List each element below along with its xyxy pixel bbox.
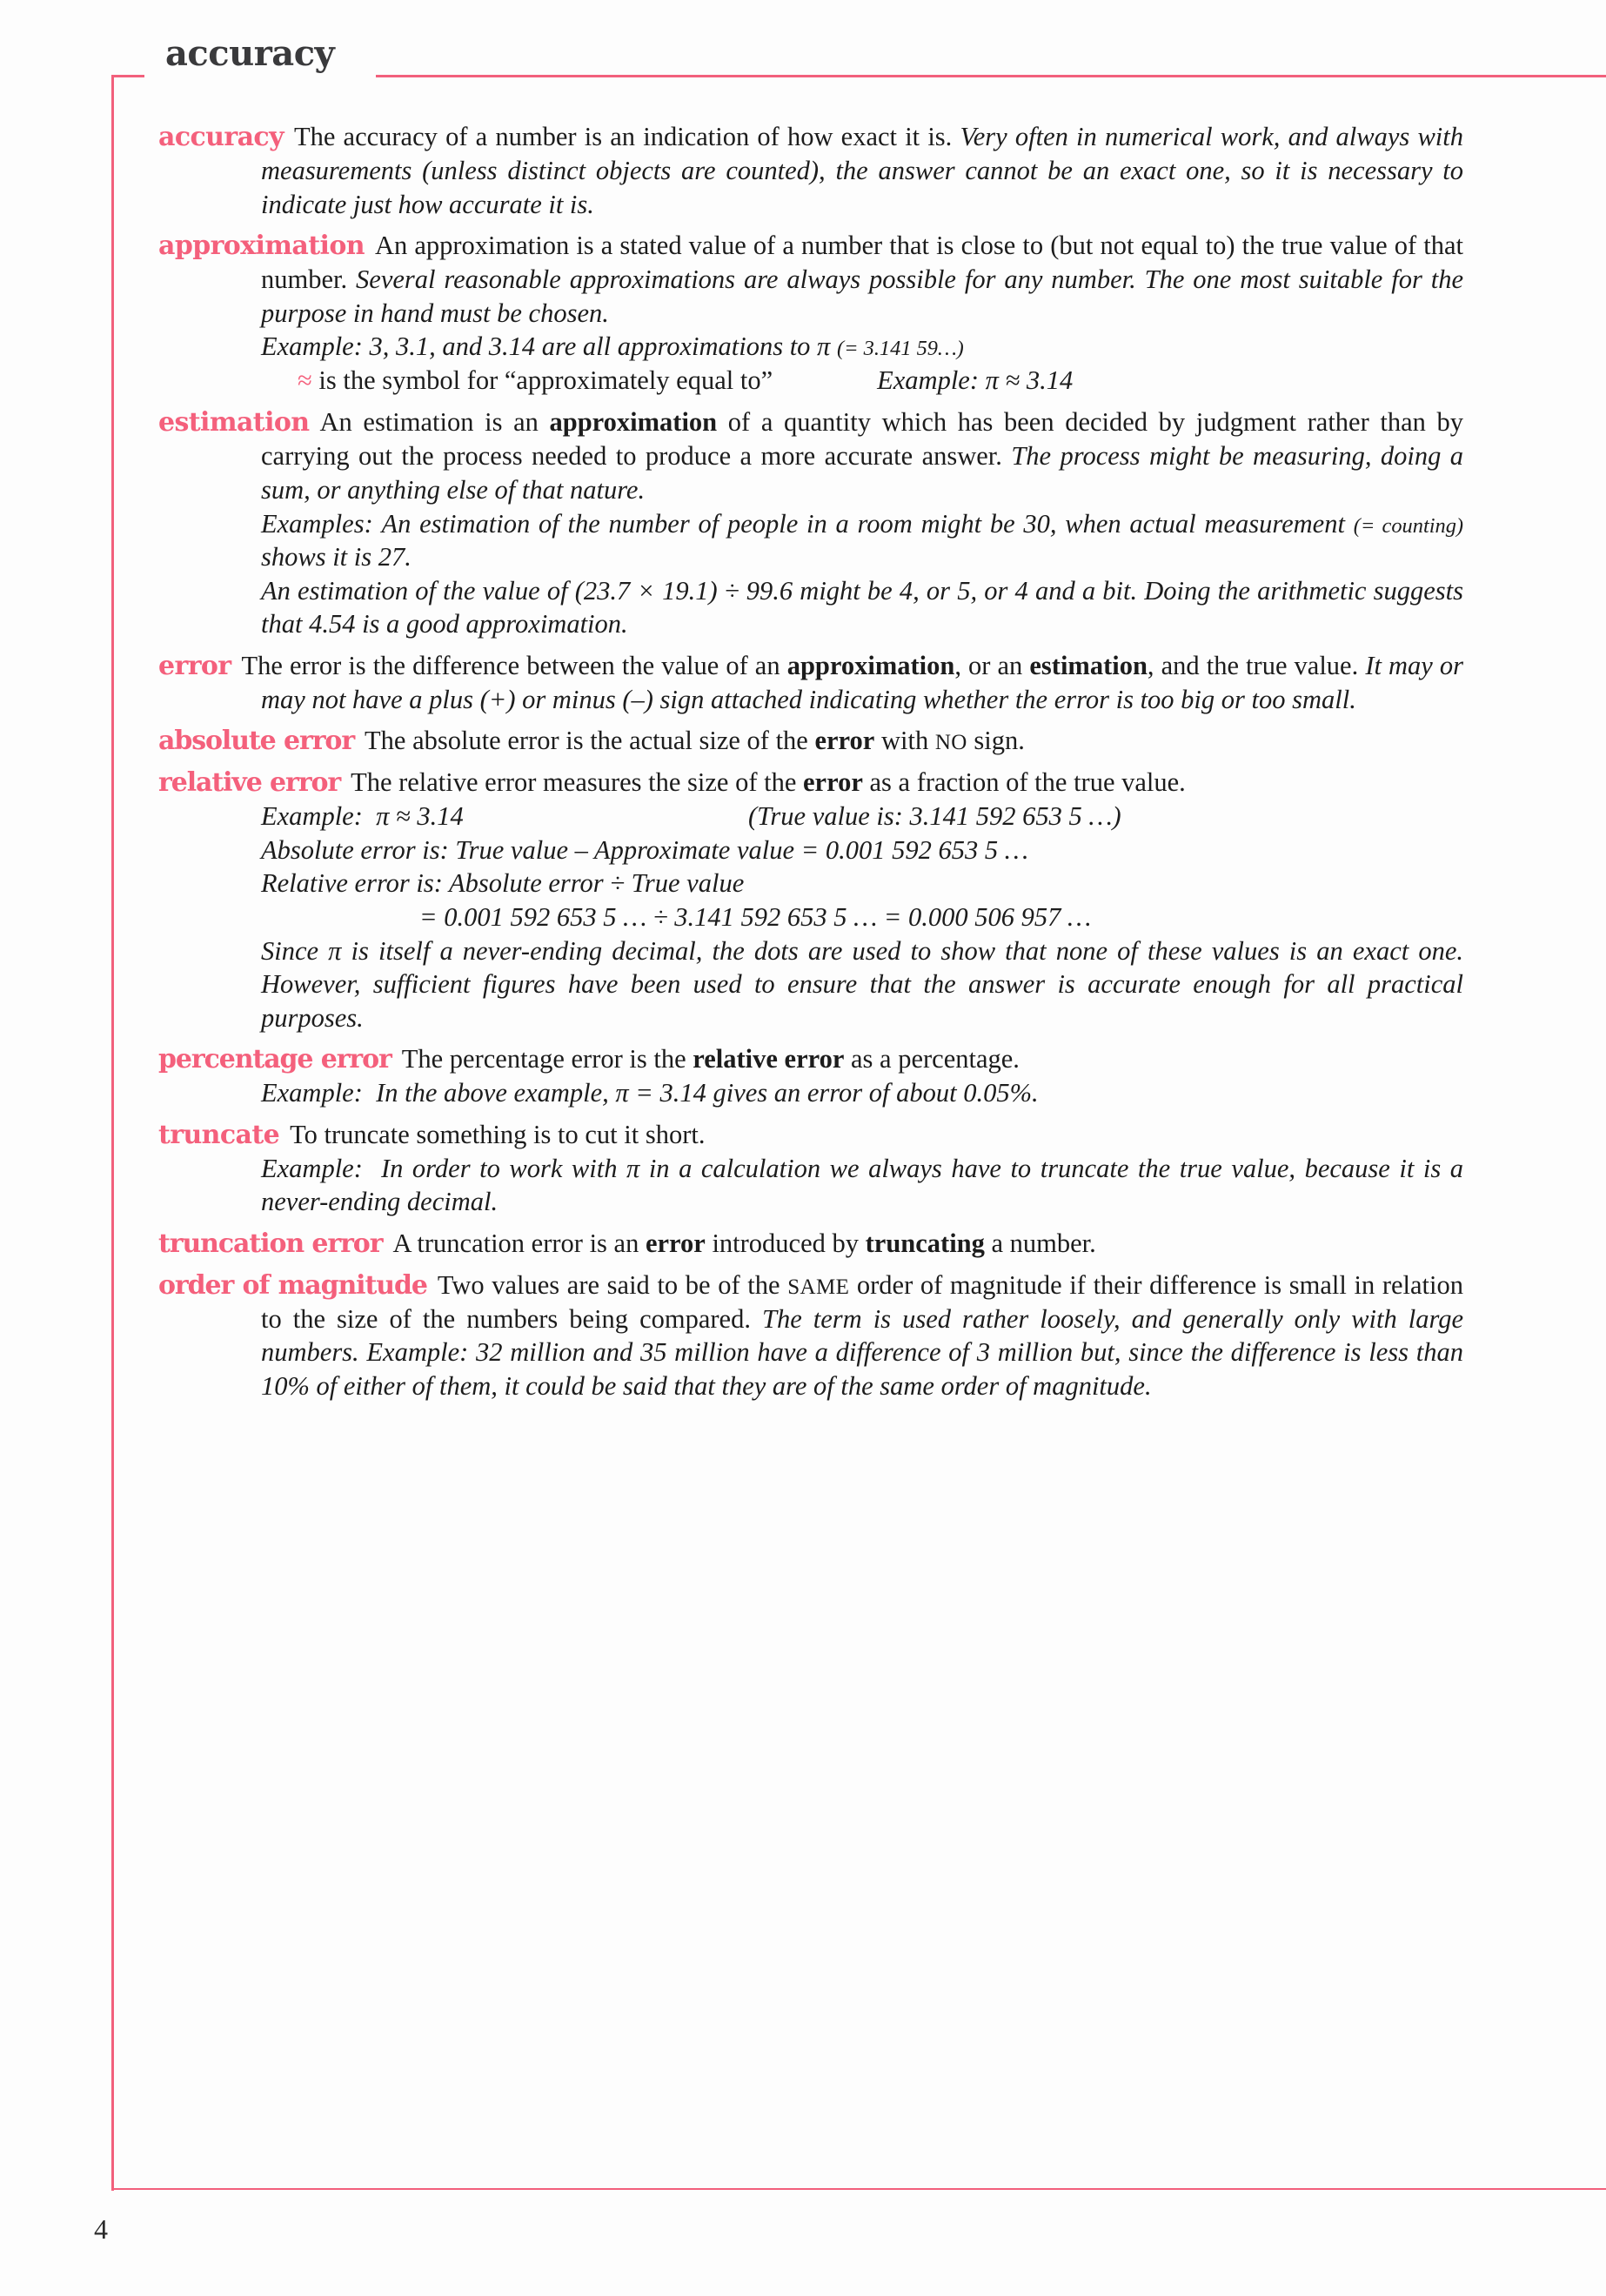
entry-order-of-magnitude xyxy=(158,1268,1463,1403)
symbol-description: is the symbol for “approximately equal to” xyxy=(318,365,773,395)
estimation-italic: The process might be measuring, doing a sum, or anything else of that nature. xyxy=(261,441,1463,505)
examples-label: Examples: xyxy=(261,508,373,539)
headword-accuracy: accuracy xyxy=(158,122,284,152)
headword-truncation-error: truncation error xyxy=(158,1228,383,1259)
headword-order-of-magnitude: order of magnitude xyxy=(158,1269,427,1301)
estimation-seg-2: of a quantity which has been decided by judgment rather than by carrying out the process needed to produce a more accurate answer. xyxy=(261,407,1464,472)
entry-order-of-magnitude-body xyxy=(158,1268,1463,1403)
relative-error-seg-1: The relative error measures the size of the xyxy=(351,767,797,798)
order-of-magnitude-italic: The term is used rather loosely, and generally only with large numbers. Example: 32 million and 35 million have a difference of 3 million but, since the difference is less than 10% of either of them, it could be said that they are of the same order of magnitude. xyxy=(261,1303,1463,1401)
order-of-magnitude-seg-2: order of magnitude if their difference is small in relation to the size of the numbers being compared. xyxy=(261,1269,1464,1334)
relative-error-formula: Relative error is: Absolute error ÷ True value xyxy=(261,868,745,899)
relative-example-pi: π xyxy=(376,801,390,832)
error-bold-approximation: approximation xyxy=(786,650,955,680)
truncate-example-label: Example: xyxy=(261,1153,363,1183)
relative-error-example-left xyxy=(261,800,748,833)
absolute-error-calculation: Absolute error is: True value – Approximate value = 0.001 592 653 5 … xyxy=(261,834,1028,865)
error-seg-3: , and the true value. xyxy=(1147,650,1359,680)
relative-error-bold-error: error xyxy=(803,767,863,798)
entry-percentage-error-body xyxy=(158,1042,1463,1076)
approx-symbol-line xyxy=(158,364,1463,398)
truncation-error-bold-truncating: truncating xyxy=(865,1228,985,1258)
relative-example-approx: ≈ xyxy=(396,801,411,832)
approximation-italic: Several reasonable approximations are always possible for any number. The one most suitable for the purpose in hand must be chosen. xyxy=(261,264,1463,328)
headword-error: error xyxy=(158,650,231,681)
error-seg-2: , or an xyxy=(954,650,1023,680)
absolute-error-seg-1: The absolute error is the actual size of the xyxy=(365,726,808,756)
entry-approximation xyxy=(158,229,1463,398)
headword-approximation: approximation xyxy=(158,231,365,262)
entry-absolute-error-body xyxy=(158,724,1463,758)
entry-estimation xyxy=(158,405,1463,640)
truncation-error-seg-2: introduced by xyxy=(712,1228,859,1258)
headword-relative-error: relative error xyxy=(158,767,341,799)
entry-relative-error xyxy=(158,766,1463,1034)
percentage-error-bold-relative-error: relative error xyxy=(693,1044,845,1074)
headword-estimation: estimation xyxy=(158,407,310,438)
percentage-error-example xyxy=(158,1076,1463,1110)
accuracy-roman: The accuracy of a number is an indication of how exact it is. xyxy=(293,122,953,151)
relative-error-seg-2: as a fraction of the true value. xyxy=(869,767,1186,798)
footer-rule xyxy=(111,2188,1606,2190)
symbol-example-approx: ≈ xyxy=(1005,365,1020,395)
estimation-examples-a xyxy=(158,507,1463,574)
entry-accuracy xyxy=(158,120,1463,221)
approximately-equal-icon: ≈ xyxy=(298,365,312,395)
example-text: 3, 3.1, and 3.14 are all approximations to xyxy=(369,331,811,362)
example-a-paren: (= counting) xyxy=(1353,513,1464,538)
percentage-error-seg-2: as a percentage. xyxy=(851,1044,1020,1074)
approximation-roman: An approximation is a stated value of a number that is close to (but not equal to) the true value of that number. xyxy=(261,231,1463,295)
error-bold-estimation: estimation xyxy=(1029,650,1148,680)
percentage-example-label: Example: xyxy=(261,1078,363,1108)
relative-error-closing-note: Since π is itself a never-ending decimal, the dots are used to show that none of these values is an exact one. However, sufficient figures have been used to ensure that the answer is accurate enough for all practical purposes. xyxy=(261,935,1463,1033)
symbol-example-label: Example: xyxy=(877,365,979,395)
pi-value-paren: (= 3.141 59…) xyxy=(836,337,964,361)
entry-truncation-error xyxy=(158,1227,1463,1261)
estimation-bold-approximation: approximation xyxy=(549,407,718,438)
error-italic: It may or may not have a plus (+) or minus (–) sign attached indicating whether the error is too big or too small. xyxy=(261,650,1464,714)
entry-truncate-body xyxy=(158,1118,1463,1152)
symbol-example-value: 3.14 xyxy=(1026,365,1074,395)
absolute-error-seg-2: with xyxy=(880,726,929,756)
pi-symbol: π xyxy=(817,331,831,362)
order-of-magnitude-seg-1: Two values are said to be of the xyxy=(437,1269,780,1300)
left-margin-rule xyxy=(111,75,114,2189)
entry-column xyxy=(158,120,1463,1410)
absolute-error-bold-error: error xyxy=(814,726,875,756)
truncation-error-bold-error: error xyxy=(645,1228,706,1258)
entry-truncate xyxy=(158,1118,1463,1219)
approximation-example-line xyxy=(158,330,1463,364)
absolute-error-smallcaps-no: NO xyxy=(934,731,967,755)
entry-error-body xyxy=(158,649,1463,717)
estimation-seg-1: An estimation is an xyxy=(319,407,539,438)
page-number: 4 xyxy=(94,2213,108,2245)
running-head: accuracy xyxy=(165,33,335,74)
example-a-part1: An estimation of the number of people in a room might be 30, when actual measurement xyxy=(381,508,1345,539)
header-rule xyxy=(376,75,1606,77)
truncate-example-text: In order to work with π in a calculation we always have to truncate the true value, because it is a never-ending decimal. xyxy=(261,1153,1463,1217)
truncate-example xyxy=(158,1152,1463,1219)
truncate-seg-1: To truncate something is to cut it short. xyxy=(290,1119,706,1149)
estimation-examples-b: An estimation of the value of (23.7 × 19.1) ÷ 99.6 might be 4, or 5, or 4 and a bit. Doing the arithmetic suggests that 4.54 is a good approximation. xyxy=(261,575,1463,639)
entry-error xyxy=(158,649,1463,717)
relative-example-label: Example: xyxy=(261,801,363,832)
entry-relative-error-body xyxy=(158,766,1463,800)
relative-error-calculation: = 0.001 592 653 5 … ÷ 3.141 592 653 5 … = 0.000 506 957 … xyxy=(419,901,1092,932)
accuracy-italic: Very often in numerical work, and always with measurements (unless distinct objects are counted), the answer cannot be an exact one, so it is necessary to indicate just how accurate it is. xyxy=(261,122,1463,219)
relative-example-value: 3.14 xyxy=(417,801,464,832)
percentage-example-text: In the above example, π = 3.14 gives an error of about 0.05%. xyxy=(376,1078,1039,1108)
headword-absolute-error: absolute error xyxy=(158,726,355,757)
symbol-example-pi: π xyxy=(985,365,999,395)
example-a-part2: shows it is 27. xyxy=(261,542,412,572)
entry-accuracy-body xyxy=(158,120,1463,221)
headword-percentage-error: percentage error xyxy=(158,1044,391,1075)
entry-absolute-error xyxy=(158,724,1463,758)
absolute-error-seg-3: sign. xyxy=(974,726,1025,756)
entry-approximation-body xyxy=(158,229,1463,330)
truncation-error-seg-1: A truncation error is an xyxy=(392,1228,639,1258)
relative-error-example-row xyxy=(158,800,1463,833)
example-label: Example: xyxy=(261,331,363,362)
entry-percentage-error xyxy=(158,1042,1463,1110)
percentage-error-seg-1: The percentage error is the xyxy=(401,1044,686,1074)
entry-truncation-error-body xyxy=(158,1227,1463,1261)
entry-estimation-body xyxy=(158,405,1463,506)
order-of-magnitude-smallcaps-same: SAME xyxy=(787,1275,850,1299)
header-rule-left-stub xyxy=(111,75,144,77)
truncation-error-seg-3: a number. xyxy=(991,1228,1096,1258)
error-seg-1: The error is the difference between the value of an xyxy=(241,650,780,680)
headword-truncate: truncate xyxy=(158,1119,280,1150)
true-value-note: (True value is: 3.141 592 653 5 …) xyxy=(748,801,1121,832)
